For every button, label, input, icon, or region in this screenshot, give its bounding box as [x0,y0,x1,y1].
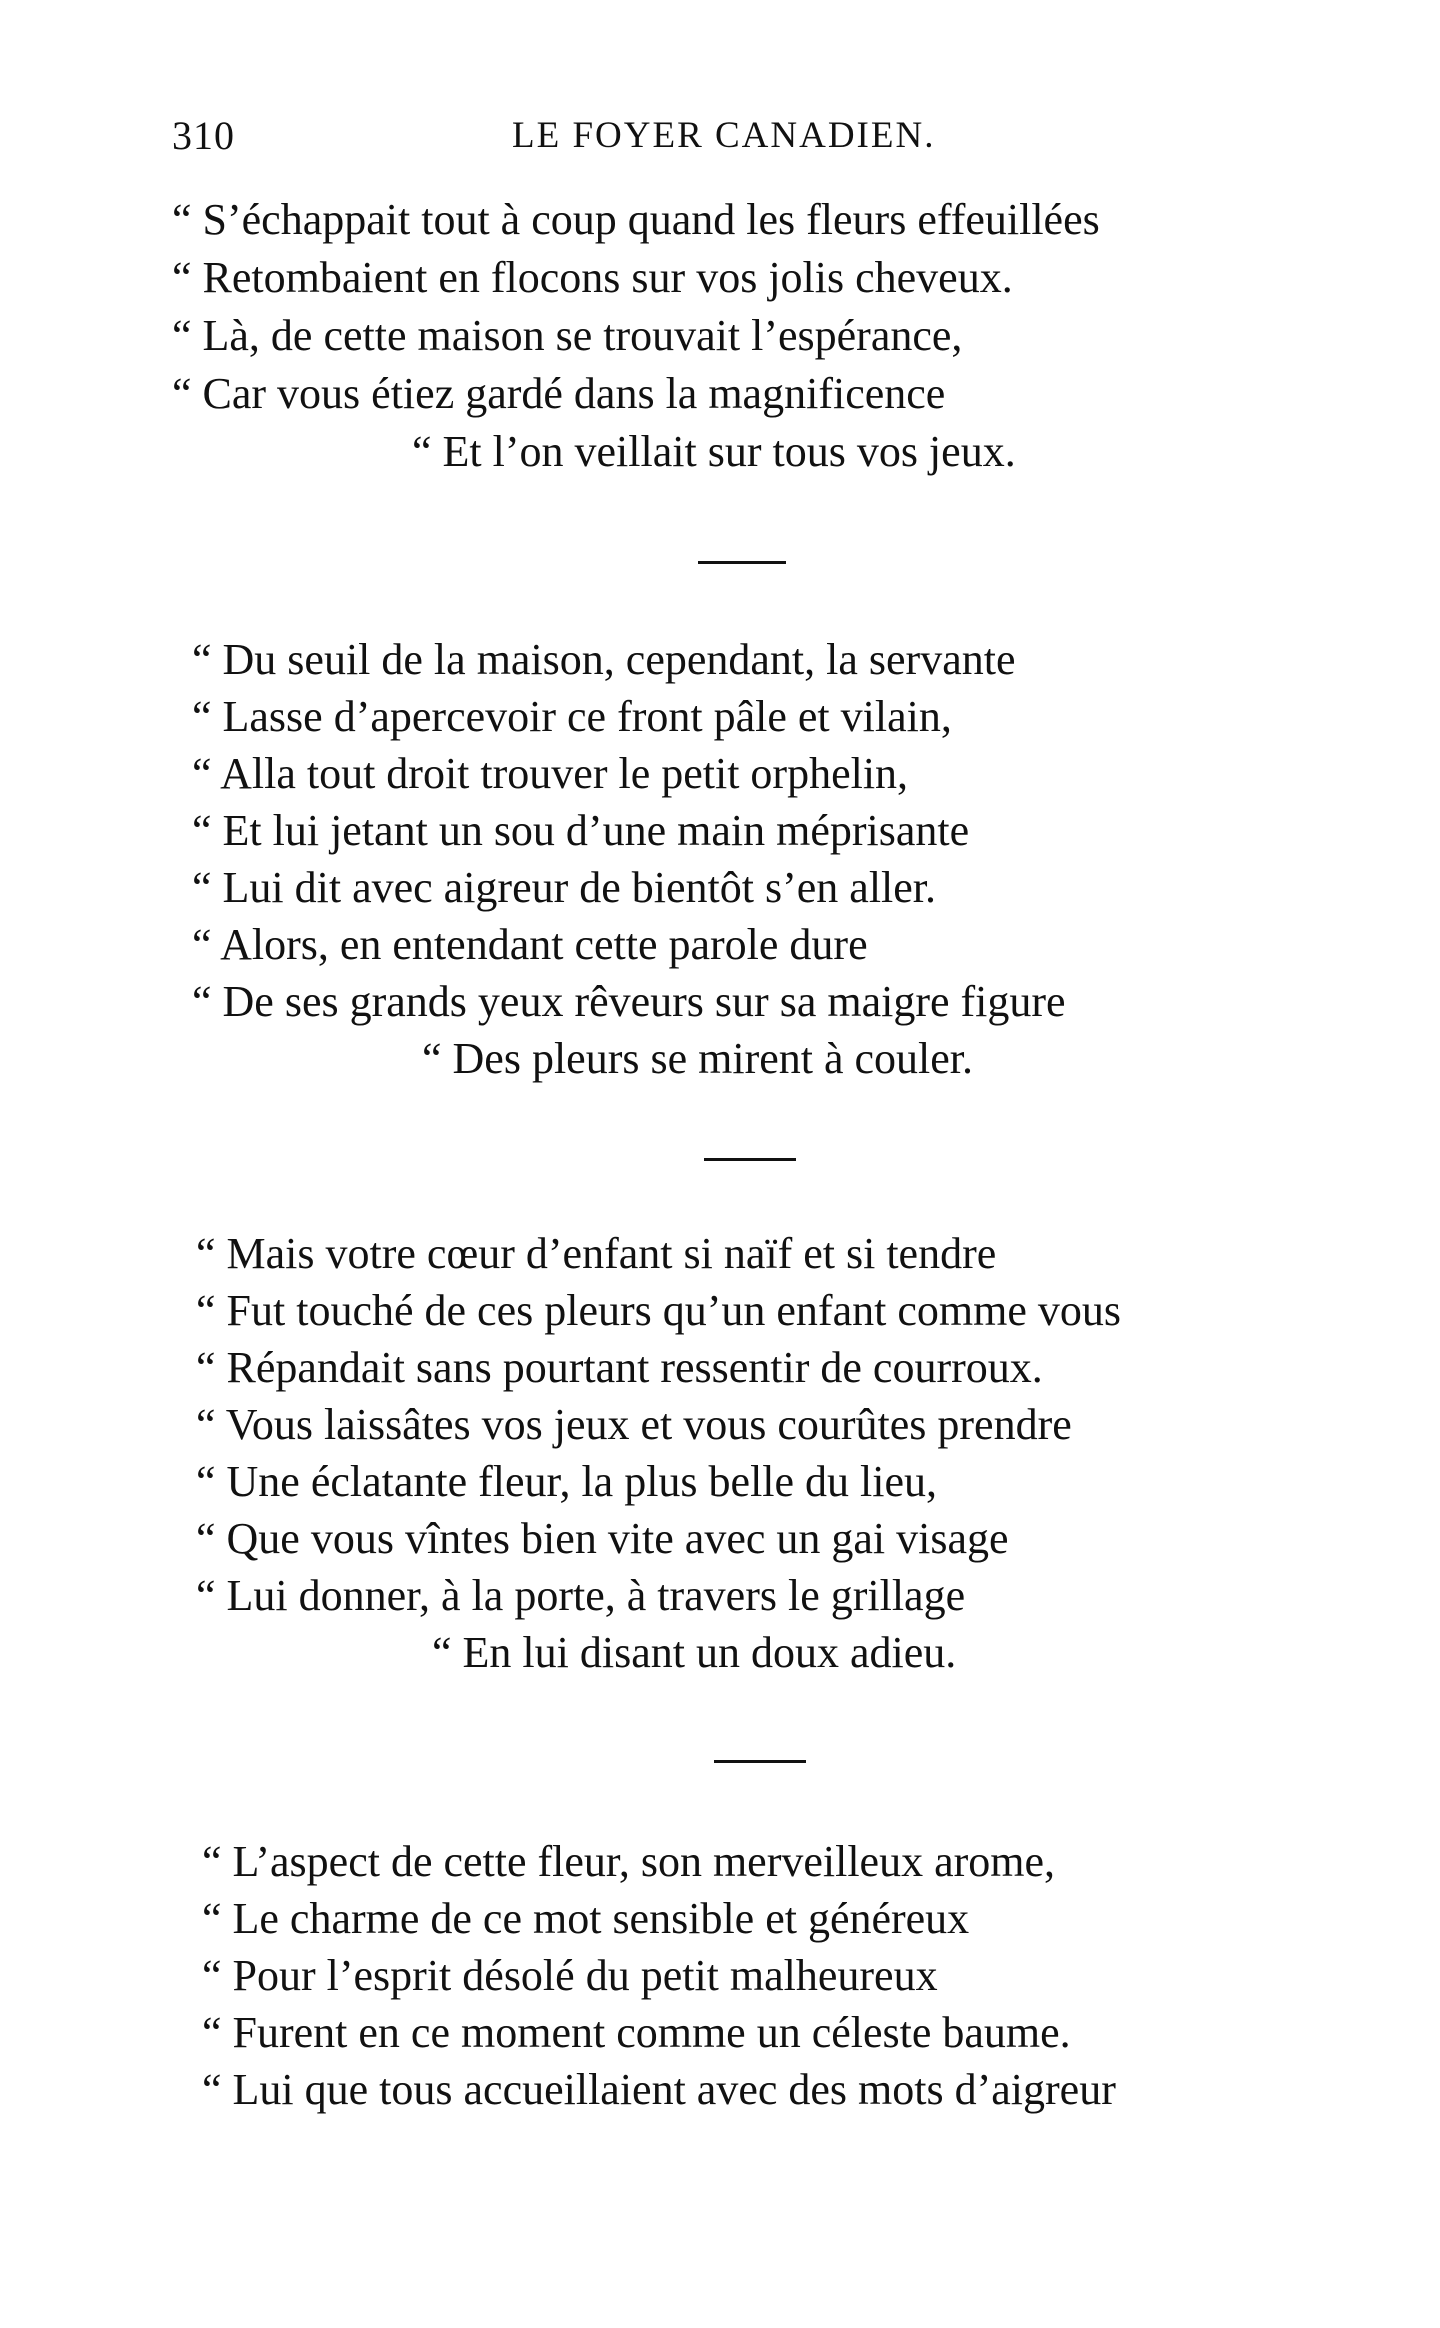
verse-line: “ Que vous vîntes bien vite avec un gai visage [196,1514,1009,1563]
running-title: LE FOYER CANADIEN. [512,115,936,156]
verse-line: “ Fut touché de ces pleurs qu’un enfant comme vous [196,1286,1121,1335]
verse-line: “ Le charme de ce mot sensible et généreux [202,1894,970,1943]
verse-line: “ Là, de cette maison se trouvait l’espérance, [172,311,963,360]
verse-line: “ Lasse d’apercevoir ce front pâle et vilain, [192,692,952,741]
section-divider [714,1760,806,1763]
verse-line: “ Alla tout droit trouver le petit orphelin, [192,749,909,798]
verse-line: “ Des pleurs se mirent à couler. [422,1034,974,1083]
verse-line: “ Et l’on veillait sur tous vos jeux. [412,427,1016,476]
verse-line: “ Lui donner, à la porte, à travers le grillage [196,1571,966,1620]
verse-line: “ Lui dit avec aigreur de bientôt s’en aller. [192,863,937,912]
verse-line: “ Et lui jetant un sou d’une main méprisante [192,806,970,855]
verse-line: “ L’aspect de cette fleur, son merveilleux arome, [202,1837,1056,1886]
verse-line: “ Mais votre cœur d’enfant si naïf et si tendre [196,1229,997,1278]
verse-line: “ Vous laissâtes vos jeux et vous courûtes prendre [196,1400,1072,1449]
verse-line: “ Pour l’esprit désolé du petit malheureux [202,1951,938,2000]
verse-line: “ S’échappait tout à coup quand les fleurs effeuillées [172,195,1100,244]
verse-line: “ Car vous étiez gardé dans la magnificence [172,369,946,418]
verse-line: “ De ses grands yeux rêveurs sur sa maigre figure [192,977,1066,1026]
verse-line: “ Retombaient en flocons sur vos jolis cheveux. [172,253,1013,302]
section-divider [698,561,786,564]
verse-line: “ Lui que tous accueillaient avec des mots d’aigreur [202,2065,1116,2114]
page-number: 310 [172,113,235,158]
verse-line: “ Du seuil de la maison, cependant, la servante [192,635,1016,684]
verse-line: “ En lui disant un doux adieu. [432,1628,957,1677]
section-divider [704,1158,796,1161]
verse-line: “ Alors, en entendant cette parole dure [192,920,868,969]
verse-line: “ Répandait sans pourtant ressentir de courroux. [196,1343,1043,1392]
page-header [172,112,1272,162]
verse-line: “ Furent en ce moment comme un céleste baume. [202,2008,1071,2057]
verse-line: “ Une éclatante fleur, la plus belle du lieu, [196,1457,938,1506]
